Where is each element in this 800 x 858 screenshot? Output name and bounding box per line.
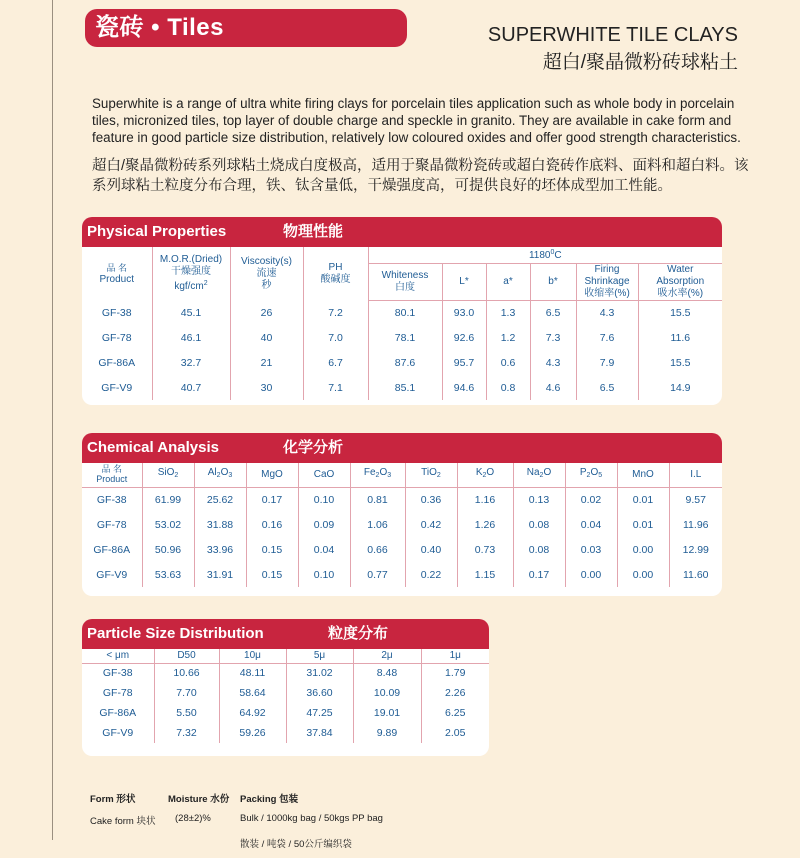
value-cell: 0.16: [246, 512, 298, 537]
value-cell: 0.00: [617, 537, 669, 562]
chemical-row: [82, 487, 722, 512]
chemical-row: [82, 562, 722, 587]
value-cell: 4.3: [576, 300, 638, 325]
value-cell: 6.25: [445, 707, 466, 719]
product-cell: GF-86A: [82, 537, 142, 562]
intro-paragraph-en: Superwhite is a range of ultra white firing clays for porcelain tiles application such as whole body in porcelain tiles, micronized tiles, top layer of double charge and speckle in granito. They are available in cake form and feature in good particle size distribution, relatively low coloured oxides and offer good strength characteristics.: [92, 96, 741, 145]
value-cell: 0.17: [513, 562, 565, 587]
particle-size-table: [82, 649, 489, 743]
header-oxide: CaO: [298, 463, 350, 487]
value-cell: 0.22: [405, 562, 457, 587]
header-size: < μm: [82, 649, 154, 663]
header-size: D50: [154, 649, 219, 663]
chemical-analysis-header: [82, 433, 722, 463]
value-cell: 0.00: [617, 562, 669, 587]
chemical-analysis-title-en: Chemical Analysis: [87, 439, 220, 456]
value-cell: 10.66: [154, 663, 219, 683]
value-cell: 0.09: [298, 512, 350, 537]
header-size: 1μ: [421, 649, 489, 663]
value-cell: 61.99: [142, 487, 194, 512]
particle-size-title-en: Particle Size Distribution: [87, 625, 264, 642]
page-title-en: SUPERWHITE TILE CLAYS: [487, 24, 738, 46]
product-cell: GF-86A: [82, 703, 154, 723]
product-cell: GF-38: [82, 663, 154, 683]
header-oxide: MgO: [246, 463, 298, 487]
physical-properties-title-cn: 物理性能: [283, 223, 344, 240]
header-size: 10μ: [219, 649, 286, 663]
header-oxide: I.L: [669, 463, 722, 487]
value-cell: 11.96: [683, 518, 709, 531]
value-cell: 0.04: [298, 537, 350, 562]
header-b: b*: [530, 263, 576, 300]
value-cell: 0.08: [513, 537, 565, 562]
header-oxide: TiO$_2$: [405, 463, 457, 487]
value-cell: 45.1: [152, 300, 230, 325]
value-cell: 59.26: [219, 723, 286, 743]
particle-size-panel: [82, 619, 489, 756]
value-cell: 0.01: [617, 487, 669, 512]
value-cell: 0.03: [565, 537, 617, 562]
chemical-row: [82, 512, 722, 537]
product-cell: GF-38: [82, 300, 152, 325]
value-cell: 0.42: [405, 512, 457, 537]
value-cell: 7.32: [154, 723, 219, 743]
particle-row: [82, 703, 489, 723]
header-oxide: $K_2O$: [457, 463, 513, 487]
value-cell: 0.00: [565, 562, 617, 587]
value-cell: 7.9: [576, 350, 638, 375]
value-cell: 46.1: [152, 325, 230, 350]
value-cell: 15.5: [670, 306, 691, 319]
value-cell: 0.81: [350, 487, 405, 512]
product-cell: GF-78: [82, 512, 142, 537]
physical-row: [82, 350, 722, 375]
value-cell: 0.02: [565, 487, 617, 512]
packing-label: Packing 包装: [240, 794, 299, 805]
value-cell: 30: [230, 375, 303, 400]
header-oxide: SiO$_2$: [142, 463, 194, 487]
physical-properties-header: [82, 217, 722, 247]
product-cell: GF-V9: [82, 375, 152, 400]
value-cell: 1.3: [486, 300, 530, 325]
value-cell: 53.02: [142, 512, 194, 537]
value-cell: 1.26: [457, 512, 513, 537]
value-cell: 7.1: [303, 375, 368, 400]
value-cell: 6.5: [530, 300, 576, 325]
value-cell: 0.04: [565, 512, 617, 537]
value-cell: 0.08: [513, 512, 565, 537]
header-size: 5μ: [286, 649, 353, 663]
product-cell: GF-78: [82, 683, 154, 703]
moisture-value: (28±2)%: [175, 813, 211, 824]
value-cell: 5.50: [154, 703, 219, 723]
value-cell: 4.3: [530, 350, 576, 375]
value-cell: 40: [230, 325, 303, 350]
particle-row: [82, 663, 489, 683]
value-cell: 36.60: [286, 683, 353, 703]
header-l: L*: [442, 263, 486, 300]
product-cell: GF-78: [82, 325, 152, 350]
header-absorption: Water Absorption 吸水率(%): [638, 263, 722, 300]
header-size: 2μ: [353, 649, 421, 663]
value-cell: 0.8: [486, 375, 530, 400]
value-cell: 32.7: [152, 350, 230, 375]
value-cell: 0.36: [405, 487, 457, 512]
packing-value: Bulk / 1000kg bag / 50kgs PP bag: [240, 813, 383, 824]
value-cell: 0.73: [457, 537, 513, 562]
value-cell: 6.5: [576, 375, 638, 400]
physical-properties-panel: [82, 217, 722, 405]
value-cell: 93.0: [442, 300, 486, 325]
margin-rule: [52, 0, 53, 840]
packing-value-cn: 散装 / 吨袋 / 50公斤编织袋: [240, 839, 352, 850]
value-cell: 1.06: [350, 512, 405, 537]
value-cell: 2.26: [445, 687, 466, 699]
value-cell: 0.01: [617, 512, 669, 537]
value-cell: 7.2: [303, 300, 368, 325]
value-cell: 0.10: [298, 562, 350, 587]
physical-properties-table: [82, 247, 722, 400]
particle-row: [82, 723, 489, 743]
header-oxide: MnO: [617, 463, 669, 487]
header-oxide: $Fe_2O_3$: [350, 463, 405, 487]
physical-row: [82, 375, 722, 400]
section-badge: 瓷砖 • Tiles: [85, 9, 407, 47]
value-cell: 21: [230, 350, 303, 375]
value-cell: 7.3: [530, 325, 576, 350]
value-cell: 37.84: [286, 723, 353, 743]
value-cell: 0.10: [298, 487, 350, 512]
value-cell: 0.15: [246, 562, 298, 587]
value-cell: 12.99: [682, 543, 709, 556]
value-cell: 0.40: [405, 537, 457, 562]
value-cell: 0.17: [246, 487, 298, 512]
header-ph: PH 酸碱度: [303, 247, 368, 300]
value-cell: 40.7: [152, 375, 230, 400]
value-cell: 7.6: [576, 325, 638, 350]
header-whiteness: Whiteness 白度: [368, 263, 442, 300]
value-cell: 0.77: [350, 562, 405, 587]
physical-row: [82, 325, 722, 350]
value-cell: 1.2: [486, 325, 530, 350]
page-title-cn: 超白/聚晶微粉砖球粘土: [542, 52, 738, 73]
particle-size-title-cn: 粒度分布: [328, 625, 389, 642]
value-cell: 31.88: [194, 512, 246, 537]
header-mor: M.O.R.(Dried) 干燥强度 kgf/$cm^2$: [152, 247, 230, 300]
product-cell: GF-38: [82, 487, 142, 512]
value-cell: 47.25: [286, 703, 353, 723]
product-cell: GF-V9: [82, 723, 154, 743]
value-cell: 19.01: [353, 703, 421, 723]
value-cell: 31.02: [286, 663, 353, 683]
form-value: Cake form 块状: [90, 816, 156, 827]
value-cell: 0.66: [350, 537, 405, 562]
chemical-analysis-panel: [82, 433, 722, 596]
value-cell: 14.9: [670, 381, 691, 394]
physical-row: [82, 300, 722, 325]
value-cell: 0.6: [486, 350, 530, 375]
product-cell: GF-86A: [82, 350, 152, 375]
particle-row: [82, 683, 489, 703]
physical-properties-title-en: Physical Properties: [87, 223, 227, 240]
value-cell: 9.89: [353, 723, 421, 743]
value-cell: 0.13: [513, 487, 565, 512]
chemical-row: [82, 537, 722, 562]
chemical-analysis-table: [82, 463, 722, 587]
value-cell: 4.6: [530, 375, 576, 400]
value-cell: 48.11: [219, 663, 286, 683]
value-cell: 15.5: [670, 356, 691, 369]
value-cell: 87.6: [368, 350, 442, 375]
value-cell: 94.6: [442, 375, 486, 400]
value-cell: 1.15: [457, 562, 513, 587]
intro-paragraph-cn: 超白/聚晶微粉砖系列球粘土烧成白度极高，适用于聚晶微粉瓷砖或超白瓷砖作底料、面料和超白料。该系列球粘土粒度分布合理，铁、钛含量低，干燥强度高，可提供良好的坯体成型加工性能。: [92, 158, 749, 194]
value-cell: 11.6: [670, 331, 691, 344]
value-cell: 1.16: [457, 487, 513, 512]
value-cell: 2.05: [445, 727, 466, 739]
particle-size-header: [82, 619, 489, 649]
header-oxide: $Na_2O$: [513, 463, 565, 487]
value-cell: 9.57: [685, 493, 706, 506]
value-cell: 64.92: [219, 703, 286, 723]
value-cell: 0.15: [246, 537, 298, 562]
value-cell: 78.1: [368, 325, 442, 350]
value-cell: 95.7: [442, 350, 486, 375]
value-cell: 7.70: [154, 683, 219, 703]
value-cell: 26: [230, 300, 303, 325]
value-cell: 1.79: [445, 667, 466, 680]
header-product: 品 名 Product: [82, 247, 152, 300]
value-cell: 53.63: [142, 562, 194, 587]
header-oxide: $Al_2O_3$: [194, 463, 246, 487]
value-cell: 33.96: [194, 537, 246, 562]
value-cell: 85.1: [368, 375, 442, 400]
value-cell: 50.96: [142, 537, 194, 562]
header-fired-temperature: 1180$^0$C: [368, 247, 722, 263]
moisture-label: Moisture 水份: [168, 794, 230, 805]
header-viscosity: Viscosity(s) 流速 秒: [230, 247, 303, 300]
header-oxide: $P_2O_5$: [565, 463, 617, 487]
header-shrinkage: Firing Shrinkage 收缩率(%): [576, 263, 638, 300]
value-cell: 31.91: [194, 562, 246, 587]
value-cell: 8.48: [353, 663, 421, 683]
chemical-analysis-title-cn: 化学分析: [283, 439, 344, 456]
value-cell: 11.60: [683, 568, 709, 581]
header-a: a*: [486, 263, 530, 300]
value-cell: 80.1: [368, 300, 442, 325]
value-cell: 25.62: [194, 487, 246, 512]
value-cell: 7.0: [303, 325, 368, 350]
value-cell: 92.6: [442, 325, 486, 350]
form-label: Form 形状: [90, 794, 136, 805]
value-cell: 10.09: [353, 683, 421, 703]
value-cell: 58.64: [219, 683, 286, 703]
value-cell: 6.7: [303, 350, 368, 375]
header-product: 品 名 Product: [82, 463, 142, 487]
product-cell: GF-V9: [82, 562, 142, 587]
